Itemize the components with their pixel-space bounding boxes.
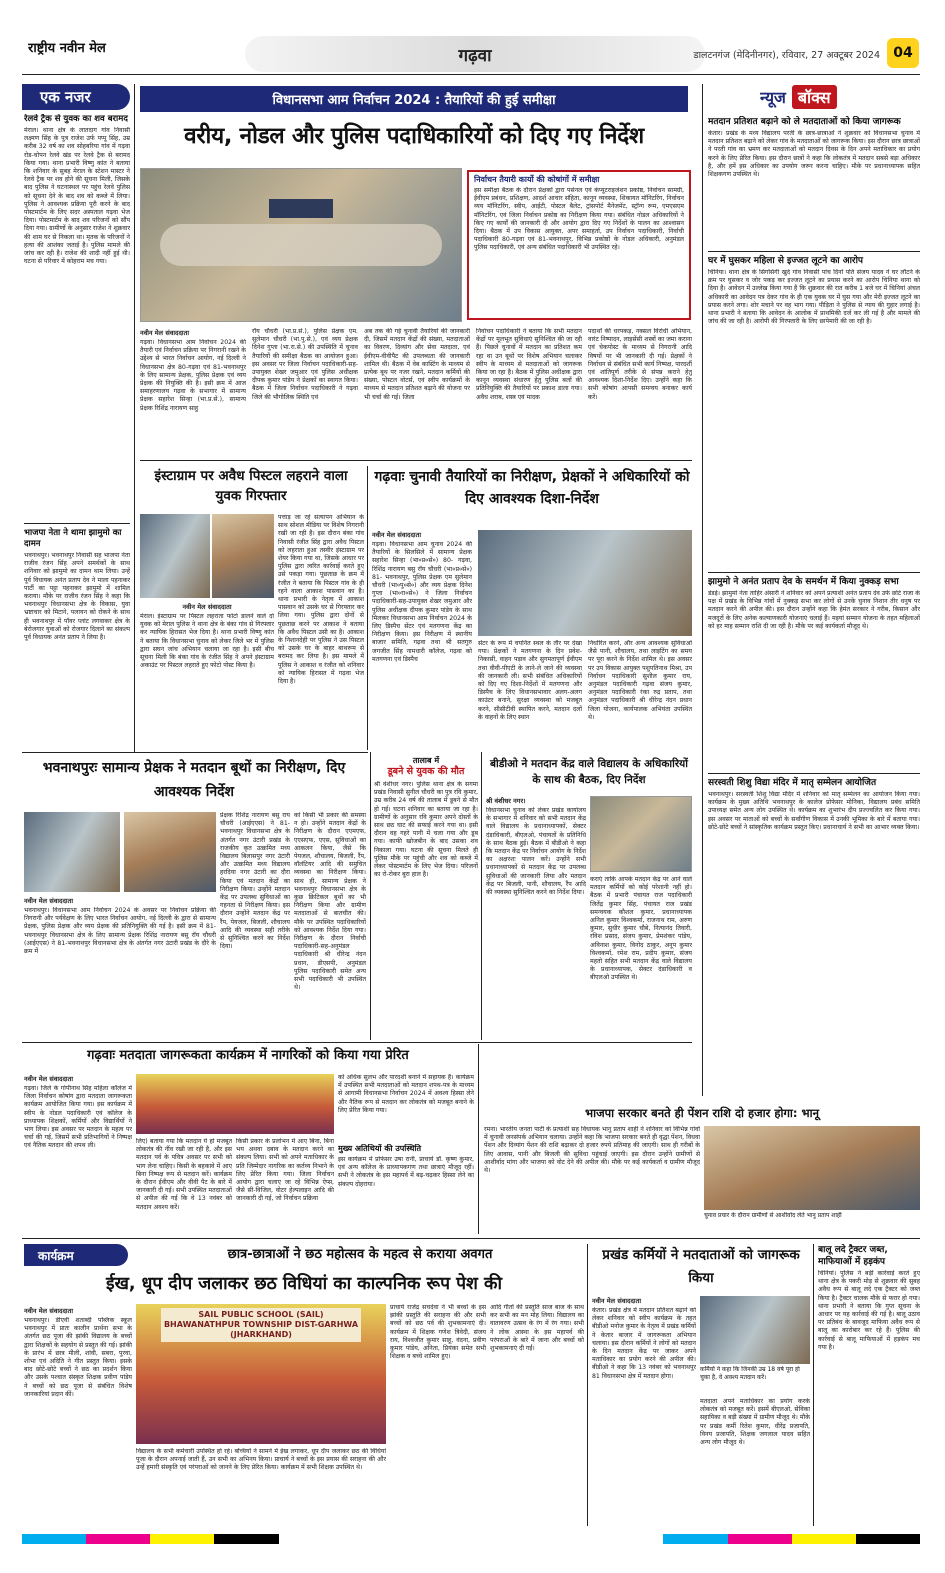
balu-head: बालू लदे ट्रैक्टर जब्त, माफियाओं में हड़कंप — [818, 1245, 888, 1267]
chunavi-byline: नवीन मेल संवाददाता — [372, 531, 421, 539]
jagrukta-byline: नवीन मेल संवाददाता — [24, 1075, 73, 1083]
karmi-col-1: केतार। प्रखंड क्षेत्र में मतदान प्रतिशत बढ़ाने को लेकर शनिवार को स्वीप कार्यक्रम के तहत बीडीओ मनोज कुमार के नेतृत्व में प्रखंड कर्मियों ने केतार बाजार में जागरूकता अभियान चलाया। इस दौरान कर्मियों ने लोगों को मतदान के दिन मतदान केंद्र पर जाकर अपने मताधिकार का प्रयोग करने की अपील की। बीडीओ ने कहा कि 13 नवंबर को भवनाथपुर 81 विधानसभा क्षेत्र में मतदान होगा। — [592, 1307, 696, 1380]
jagrukta-col-4: को अधिक सुलभ और पारदर्शी बनाने में सहायक हैं। कार्यक्रम में उपस्थित सभी मतदाताओं को मतदान शपथ-पत्र के माध्यम से आगामी विधानसभा निर्वाचन 2024 में अवश्य हिस्सा लेने और नैतिक रूप से मतदान कर लोकतंत्र को मजबूत बनाने के लिए प्रेरित किया गया। — [338, 1074, 474, 1114]
bhav-col-2: प्रेक्षक रिशिंद्र नारायण बसु राय चौधरी (आईएएस) ने 81-भवनाथपुर विधानसभा क्षेत्र के अंतर्गत नगर उंटारी प्रखंड के राजकीय कृत उत्क्रमित मध्य विद्यालय बिलासपुर नगर उंटारी और उत्क्रमित मध्य विद्यालय हरदिया नगर उंटारी का दौरा किया एवं मतदान केंद्रों का निरीक्षण किया। उन्होंने मतदान केंद्र पर उपलब्ध सुविधाओं का गहनता से निरीक्षण किया। इस दौरान उन्होंने मतदान केंद्र पर रैंप, पेयजल, बिजली, शौचालय आदि की व्यवस्था सही तरीके से सुनिश्चित करने का निर्देश दिया। — [220, 812, 290, 951]
balu-story — [818, 1244, 920, 1526]
guests-head: मुख्य अतिथियों की उपस्थिति — [338, 1144, 422, 1153]
lead-byline: नवीन मेल संवाददाता — [140, 329, 189, 337]
pension-headline: भाजपा सरकार बनते ही पेंशन राशि दो हजार होगा: भानू — [585, 1106, 819, 1120]
paper-logo: राष्ट्रीय नवीन मेल — [28, 41, 106, 56]
event-kicker — [24, 1244, 128, 1266]
jagrukta-headline: गढ़वाः मतदाता जागरूकता कार्यक्रम में नागरिकों को किया गया प्रेरित — [87, 1048, 409, 1063]
right-story-3-text: डंडई। झामुमो नेता ताहिर अंसारी ने शनिवार को अपने प्रत्याशी अनंत प्रताप देव उर्फ छोटे राजा के पक्ष में प्रखंड के विभिन्न गांवों में नुक्कड़ सभा कर लोगों से उनके चुनाव निशान तीर धनुष पर मतदान करने की अपील की। इस दौरान उन्होंने कहा कि हेमंत सरकार ने गरीब, किसान और मजदूरों के लिए अनेक कल्याणकारी योजनाएं चलाई हैं। मइयां सम्मान योजना के तहत महिलाओं को हर माह सम्मान राशि दी जा रही है। मौके पर कई कार्यकर्ता मौजूद थे। — [708, 590, 920, 630]
bhav-text-1 — [24, 896, 216, 1040]
news-box-label — [760, 84, 910, 110]
lead-col-1: गढ़वा। विधानसभा आम निर्वाचन 2024 की तैयारी एवं निर्वाचन प्रक्रिया पर निगरानी रखने के उद्देश्य से भारत निर्वाचन आयोग, नई दिल्ली ने विधानसभा क्षेत्र 80-गढ़वा एवं 81-भवनाथपुर के लिए सामान्य प्रेक्षक, पुलिस प्रेक्षक एवं व्यय प्रेक्षक की नियुक्ति की है। इसी क्रम में आज समाहरणालय गढ़वा के सभागार में सामान्य प्रेक्षक सहारेश सिन्हा (भा.प्र.से.), सामान्य प्रेक्षक रिशिंद्र नारायण साहु — [140, 339, 246, 412]
talab-story — [374, 756, 478, 1040]
chhath-col-4: आदि गीतों की प्रस्तुति साज बाज के साथ कर सभी का मन मोह लिया। विद्यालय का वातावरण उत्सव के रंग में रंग गया। सभी ने लोक आस्था के इस महापर्व की परंपराओं के बारे में जाना और बच्चों को शुभकामनाएं दी गईं। — [490, 1304, 584, 1353]
chhath-headline-2: ईख, धूप दीप जलाकर छठ विधियां का काल्पनिक रूप पेश की — [105, 1274, 503, 1294]
section-title: गढ़वा — [458, 45, 492, 66]
jagrukta-col-2: लिए) बताया गया कि मतदान ये हो मजबूत लोकतंत्र की नींव रखी जा रही है, और इस मतदान पर्व के पवित्र अवसर पर सभी को भाग लेना चाहिए। किसी के बहकावे में आए बिना निष्पक्ष रूप से मतदान करें। कार्यक्रम के दौरान ईवीएम और वीवी पैट के बारे में जानकारी दी गई। सभी उपस्थित मतदाताओं से अपील की गई कि वे 13 नवंबर को मतदान अवश्य करें। — [136, 1138, 232, 1211]
school-photo — [136, 1304, 386, 1444]
right-column — [708, 116, 920, 1096]
meeting-photo — [140, 168, 462, 322]
karmi-text-1 — [592, 1296, 696, 1524]
bhav-byline: नवीन मेल संवाददाता — [24, 897, 73, 905]
insta-headline: इंस्टाग्राम पर अवैध पिस्टल लहराने वाला युवक गिरफ्तार — [154, 468, 348, 504]
chunavi-col-2: सेंटर के रूप में चयनित स्थल के तौर पर देखा गया। प्रेक्षकों ने मतगणना के दिन प्रवेश-निकासी, वाहन पड़ाव और सुगमतापूर्ण ईवीएम तथा वीवी-पीएटी के लाने-ले जाने की व्यवस्था की जानकारी ली। सभी संबंधित अधिकारियों को दिए गए दिशा-निर्देशों में मतगणना और डिस्पैच के लिए विधानसभावार अलग-अलग काउंटर बनाने, सुरक्षा व्यवस्था को मजबूत करने, सीसीटीवी स्थापित करने, मतदान दलों के वाहनों के लिए स्थान — [478, 640, 582, 721]
news-label-b: बॉक्स — [792, 85, 837, 109]
section-title-plate — [245, 36, 705, 72]
accused-photo-2 — [212, 514, 274, 598]
talab-headline: डूबने से युवक की मौत — [387, 766, 465, 777]
right-story-1-head: मतदान प्रतिशत बढ़ाने को ले मतदाताओं को किया जागरूक — [708, 117, 901, 127]
dateline: डालटनगंज (मेदिनीनगर), रविवार, 27 अक्टूबर 2024 — [693, 50, 880, 61]
registration-bar — [22, 1534, 920, 1544]
bhav-col-3: को किसी भी प्रकार की समस्या न हो। उन्होंने मतदान केंद्रों के निरीक्षण के दौरान एएमएफ, एएसएफ, एएस, सुविधाओं का आकलन किया, जैसे कि पेयजल, शौचालय, बिजली, रैंप, वॉलंटियर आदि की समुचित व्यवस्था का निरीक्षण किया। साथ ही, सामान्य प्रेक्षक ने भवनाथपुर विधानसभा क्षेत्र के कुछ क्रिटिकल बूथों का भी निरीक्षण किया और ग्रामीण मतदाताओं से बातचीत की। मौके पर उपस्थित पदाधिकारियों को आवश्यक निर्देश दिया गया। निरीक्षण के दौरान निर्वाची पदाधिकारी-सह-अनुमंडल पदाधिकारी श्री धीरेन्द्र नंदन प्रधान, डीएसपी, अनुमंडल पुलिस पदाधिकारी समेत अन्य सभी पदाधिकारी भी उपस्थित थे। — [294, 812, 366, 992]
chunavi-col-3: निर्धारित करने, और अन्य आवश्यक सुविधाओं जैसे पानी, शौचालय, तथा लाइटिंग का समय पर पूरा करने के निर्देश शामिल थे। इस अवसर पर उप विकास आयुक्त पशुपतिनाथ मिश्रा, उप निर्वाचन पदाधिकारी सुशील कुमार राय, अनुमंडल पदाधिकारी गढ़वा संजय कुमार, अनुमंडल पदाधिकारी रंका रुद्र प्रताप, तथा अनुमंडल पदाधिकारी श्री धीरेन्द्र नंदन प्रधान जिला योजना, कार्यपालक अभियंता उपस्थित थे। — [588, 640, 692, 721]
bdo-headline: बीडीओ ने मतदान केंद्र वाले विद्यालय के अधिकारियों के साथ की बैठक, दिए निर्देश — [490, 758, 688, 786]
balu-text: चिनियां। पुलिस ने बड़ी कार्रवाई करते हुए थाना क्षेत्र के पकरी मोड़ से शुक्रवार की सुबह अवैध रूप से बालू लदे एक ट्रैक्टर को जब्त किया है। ट्रैक्टर चालक मौके से फरार हो गया। थाना प्रभारी ने बताया कि गुप्त सूचना के आधार पर यह कार्रवाई की गई है। बालू उठाव पर प्रतिबंध के बावजूद माफिया अवैध रूप से बालू का कारोबार कर रहे हैं। पुलिस की कार्रवाई से बालू माफियाओं में हड़कंप मच गया है। — [818, 1270, 920, 1351]
guests-text: इस कार्यक्रम में प्रोफेसर उषा रानी, प्राचार्य डॉ. कृष्ण कुमार, एवं अन्य कॉलेज के प्राध्यापकगण तथा छात्राएं मौजूद रहीं। सभी ने लोकतंत्र के इस महापर्व में बढ़-चढ़कर हिस्सा लेने का संकल्प दोहराया। — [338, 1156, 474, 1188]
campaign-photo — [704, 1126, 920, 1210]
karmi-photo — [700, 1296, 810, 1364]
lead-col-4: निर्वाचन पदाधिकारी ने बताया कि सभी मतदान केंद्रों पर मूलभूत सुविधाएं सुनिश्चित की जा रही हैं। पिछले चुनावों में मतदान का प्रतिशत कम रहा था उन बूथों पर विशेष अभियान चलाकर स्वीप के माध्यम से मतदाताओं को जागरूक किया जा रहा है। बैठक में पुलिस अधीक्षक द्वारा कानून व्यवस्था संधारण हेतु पुलिस बलों की प्रतिनियुक्ति की तैयारियों पर प्रकाश डाला गया। अवैध शराब, शस्त्र एवं मादक — [476, 328, 582, 401]
chhath-text-1 — [24, 1306, 132, 1524]
jagrukta-text-1 — [24, 1074, 132, 1234]
jagrukta-col-3: किसी प्रकार के प्रलोभन में आए बिना, बिना भय अथवा दबाव के मतदान करने का संकल्प लिया। सभी को अपने मताधिकार के प्रति जिम्मेदार नागरिक का कर्तव्य निभाने के लिए प्रेरित किया गया। जिला निर्वाचन आयोग द्वारा चलाए जा रहे विभिन्न ऐप्स, जैसे सी-विजिल, वोटर हेल्पलाइन आदि की जानकारी दी गई, जो निर्वाचन प्रक्रिया — [236, 1138, 334, 1203]
lead-col-5: पदार्थों की धरपकड़, नक्सल विरोधी अभियान, वारंट निष्पादन, लाइसेंसी शस्त्रों का जमा कराना एवं चेकपोस्ट के माध्यम से निगरानी आदि विषयों पर भी जानकारी दी गई। प्रेक्षकों ने निर्वाचन से संबंधित सभी कार्य निष्पक्ष, पारदर्शी एवं शांतिपूर्ण तरीके से संपन्न कराने हेतु आवश्यक दिशा-निर्देश दिए। उन्होंने कहा कि सभी कोषांग आपसी समन्वय बनाकर कार्य करें। — [588, 328, 692, 401]
left-story-2-head: भाजपा नेता ने थामा झामुमो का दामन — [24, 528, 122, 549]
insta-text-2: पत्ताड़ जा रहे सत्यापन अभियान के साथ सोशल मीडिया पर विशेष निगरानी रखी जा रही है। इस दौरान बंका गांव निवासी रंजीत सिंह द्वारा अवैध पिस्टल को लहराता हुआ तस्वीर इंस्टाग्राम पर शेयर किया गया था, जिसके आधार पर पुलिस द्वारा त्वरित कार्रवाई करते हुए उसे पकड़ा गया। पूछताछ के क्रम में रंजीत ने बताया कि पिस्टल गांव के ही रहने वाला आकाश पासवान का है। थाना प्रभारी के नेतृत्व में आकाश पासवान को उसके घर से गिरफ्तार कर लिया गया। पुलिस द्वारा दोनों से पूछताछ करने पर आकाश ने बताया कि अवैध पिस्टल उसी का है। आकाश के निशानदेही पर पुलिस ने उस पिस्टल को उसके घर के बाहर बाथरूम से बरामद कर लिया है। इस मामले में पुलिस ने आकाश व रंजीत को शनिवार को न्यायिक हिरासत में गढ़वा भेज दिया है। — [278, 514, 364, 686]
chhath-byline: नवीन मेल संवाददाता — [24, 1307, 73, 1315]
lead-headline: वरीय, नोडल और पुलिस पदाधिकारियों को दिए गए निर्देश — [184, 123, 644, 149]
awareness-photo — [136, 1074, 334, 1134]
left-story-2-text: भवनाथपुर। भवनाथपुर निवासी सह भाजपा नेता राजीव रंजन सिंह अपने समर्थकों के साथ शनिवार को झामुमो का दामन थाम लिया। उन्हें पूर्व विधायक अनंत प्रताप देव ने माला पहनाकर पार्टी का पट्टा पहनाकर झामुमो में शामिल कराया। मौके पर राजीव रंजन सिंह ने कहा कि भवनाथपुर विधानसभा क्षेत्र के विकास, युवा भ्रष्टाचार को मिटाने, पलायन को रोकने के साथ ही भवनाथपुर में पॉवर प्लांट लगवाकर क्षेत्र के बेरोजगार युवाओं को रोजगार दिलाने का संकल्प पूर्व विधायक अनंत प्रताप ने लिया है। — [24, 552, 130, 642]
bhavnathpur-headline: भवनाथपुरः सामान्य प्रेक्षक ने मतदान बूथों का निरीक्षण, दिए आवश्यक निर्देश — [42, 760, 346, 800]
karmi-caption: कर्मियों ने कहा कि जिनकी उम्र 18 वर्ष पूरा हो चुका है, वे अवश्य मतदान करें। — [700, 1366, 800, 1381]
bdo-col-1: विधानसभा चुनाव को लेकर प्रखंड कार्यालय के सभागार में शनिवार को सभी मतदान केंद्र वाले विद्यालय के प्रधानाध्यापकों, सेक्टर दंडाधिकारी, बीएलओ, पंचायतों के प्रतिनिधि के साथ बैठक हुई। बैठक में बीडीओ ने कहा कि मतदान केंद्र पर निर्वाचन आयोग के निर्देश का अक्षरशः पालन करें। उन्होंने सभी प्रधानाध्यापकों से मतदान केंद्र पर उपलब्ध सुविधाओं की जानकारी लिया और मतदान केंद्र पर बिजली, पानी, शौचालय, रैंप आदि की व्यवस्था सुनिश्चित करने का निर्देश दिया। — [486, 807, 586, 897]
karmi-byline: नवीन मेल संवाददाता — [592, 1297, 641, 1305]
bdo-col-2: कराएं ताकि आपके मतदान केंद्र पर आने वाले मतदान कर्मियों को कोई परेशानी नहीं हो। बैठक में प्रभारी पंचायत राज पदाधिकारी जितेंद्र कुमार सिंह, पंचायत राज प्रखंड समन्वयक कौशल कुमार, प्रधानाध्यापक अनिल कुमार विश्वकर्मा, राजनाथ राम, अरुण कुमार, सुधीर कुमार चौबे, नित्यानंद तिवारी, रविश प्रसाद, संजय कुमार, प्रेमशंकर पांडेय, अविनाश कुमार, विनोद ठाकुर, अनूप कुमार विश्वकर्मा, रमेश राम, प्रदीप कुमार, संजय महतो सहित सभी मतदान केंद्र वाले विद्यालय के प्रधानाध्यापक, सेक्टर दंडाधिकारी व बीएलओ उपस्थित थे। — [590, 876, 692, 982]
bdo-meeting-photo — [590, 796, 692, 872]
chhath-col-1: भवनाथपुर। डीएवी शताब्दी पब्लिक स्कूल भवनाथपुर में प्रातः कालीन प्रार्थना सभा के अंतर्गत छठ पूजा की झांकी विद्यालय के बच्चों द्वारा शिक्षकों के सहयोग से प्रस्तुत की गई। झांकी के प्रारंभ में छात्र मीली, शांवी, सबरा, पुरवा, शोभा एवं अदिति ने गीत प्रस्तुत किया। इसके बाद छोटे-छोटे बच्चों ने छठ का प्रदर्शन किया और उसके पश्चात संस्कृत शिक्षक प्रवीण पांडेय ने बच्चों को छठ पूजा से संबंधित विशेष जानकारियां प्रदान कीं। — [24, 1317, 132, 1398]
pension-text: रमना। भारतीय जनता पार्टी के प्रत्याशी सह विधायक भानु प्रताप शाही ने शनिवार को विभिन्न गांवों में चुनावी जनसंपर्क अभियान चलाया। उन्होंने कहा कि भाजपा सरकार बनते ही वृद्धा पेंशन, विधवा पेंशन और दिव्यांग पेंशन की राशि बढ़ाकर दो हजार रुपये प्रतिमाह की जाएगी। साथ ही गरीबों के लिए आवास, पानी और बिजली की सुविधा पहुंचाई जाएगी। इस दौरान उन्होंने ग्रामीणों से आशीर्वाद मांगा और भाजपा को वोट देने की अपील की। मौके पर कई कार्यकर्ता व ग्रामीण मौजूद थे। — [484, 1126, 700, 1175]
booth-photo-1 — [24, 812, 120, 892]
event-kicker-text: कार्यक्रम — [38, 1248, 74, 1263]
masthead — [0, 0, 945, 80]
bdo-byline: श्री वंशीधर नगर। — [486, 797, 526, 805]
left-story-1-text: मेराल। थाना क्षेत्र के लातदाग गांव निवासी लक्ष्मण सिंह के पुत्र राजेश उर्फ पप्पू सिंह, उम्र करीब 32 वर्ष का शव सोहबरिया गांव में गढ़वा रोड-चोपन रेलवे खंड पर रेलवे ट्रैक से बरामद किया गया। थाना प्रभारी विष्णु कांत ने बताया कि शनिवार के सुबह मेराल के स्टेशन मास्टर ने रेलवे ट्रैक पर शव होने की सूचना मिली, जिसके बाद पुलिस ने घटनास्थल पर पहुंच रेलवे पुलिस को सूचना देने के बाद शव को कब्जे में लिया। पुलिस ने आवश्यक प्रक्रिया पूरी करने के बाद पोस्टमार्टम के लिए सदर अस्पताल गढ़वा भेज दिया। पोस्टमार्टम के बाद शव परिजनों को सौंप दिया गया। ग्रामीणों के अनुसार राजेश ने शुक्रवार की शाम घर से निकला था। मृतक के परिजनों ने हत्या की आशंका जताई है। पुलिस मामले की जांच कर रही है। राजेश की शादी नहीं हुई थी। घटना से परिवार में कोहराम मच गया। — [24, 127, 130, 266]
chhath-headline-1: छात्र-छात्राओं ने छठ महोत्सव के महत्व से कराया अवगत — [227, 1247, 493, 1262]
left-column-label — [22, 84, 130, 110]
right-story-4-head: सरस्वती शिशु विद्या मंदिर में मातृ सम्मेलन आयोजित — [708, 778, 877, 788]
chhath-col-3: प्राचार्य राजेंद्र सचदेवा ने भी बच्चों के इस झांकी प्रस्तुति की सराहना की और सभी बच्चों को छठ पर्व की शुभकामनाएं दी। कार्यक्रम में शिक्षक गणेश त्रिवेदी, संजय राय, विश्वजीत कुमार साहू, वंदना, प्रवीण कुमार पांडेय, अनिता, प्रियंका समेत सभी शिक्षक व बच्चे शामिल हुए। — [390, 1304, 486, 1361]
inspection-photo — [478, 530, 692, 636]
karmi-col-2: मतदाता अपने मताधिकार का प्रयोग करके लोकतंत्र को मजबूत करें। इसमें बीएलओ, सेविका सहायिका व बड़ी संख्या में ग्रामीण मौजूद थे। मौके पर प्रखंड कर्मी रितेश कुमार, धीरेंद्र प्रजापति, विनय प्रजापति, शिक्षक जगलाल यादव सहित अन्य लोग मौजूद थे। — [700, 1398, 810, 1447]
right-story-2-text: चिनिया। थाना क्षेत्र के सिगसिगी खुर्द गांव निवासी पांच दिनों पति संजय यादव ने घर लौटने के क्रम पर घुसकर व जोर पकड़ कर इज्जत लूटने का प्रयास करने का आरोप चिनिया थाना को दिया है। आवेदन में उल्लेख किया गया है कि शुक्रवार की रात करीब 1 बजे घर में चिनियां अंचल अधिकारी का आवेदन पत्र देकर गांव के ही एक युवक घर में घुस गया और मेरी इज्जत लूटने का प्रयास करने लगा। शोर मचाने पर वह भाग गया। पीड़िता ने पुलिस से न्याय की गुहार लगाई है। थाना प्रभारी ने बताया कि आवेदन के आलोक में प्राथमिकी दर्ज कर ली गई है और मामले की जांच की जा रही है। आरोपी की गिरफ्तारी के लिए छापेमारी की जा रही है। — [708, 269, 920, 326]
bdo-text-1 — [486, 796, 586, 1040]
lead-col-2: रॉय चौधरी (भा.प्र.से.), पुलिस प्रेक्षक एम. सुलेमान चौधरी (भा.पु.से.), एवं व्यय प्रेक्षक दिनेश गुप्ता (भा.रा.से.) की उपस्थिति में चुनाव तैयारियों की समीक्षा बैठक का आयोजन हुआ। इस अवसर पर जिला निर्वाचन पदाधिकारी-सह-उपायुक्त शेखर जमुआर एवं पुलिस अधीक्षक दीपक कुमार पांडेय ने प्रेक्षकों का स्वागत किया। बैठक में जिला निर्वाचन पदाधिकारी ने गढ़वा जिले की भौगोलिक स्थिति एवं — [252, 328, 358, 401]
news-label-a: न्यूज — [760, 88, 786, 107]
insta-byline: नवीन मेल संवाददाता — [182, 603, 232, 611]
banner-text: विधानसभा आम निर्वाचन 2024 : तैयारियों की हुई समीक्षा — [272, 93, 556, 108]
left-label-text: एक नजर — [40, 88, 91, 106]
chunavi-text-1 — [372, 530, 472, 750]
chunavi-col-1: गढ़वा। विधानसभा आम चुनाव 2024 की तैयारियों के सिलसिले में सामान्य प्रेक्षक सहारेश सिन्हा (भा०प्र०से०) 80- गढ़वा, रिशिंद्र नारायण बसु रॉय चौधरी (भा०प्र०से०) 81- भवनाथपुर, पुलिस प्रेक्षक एम सुलेमान चौधरी (भा०पु०से०) और व्यय प्रेक्षक दिनेश गुप्ता (भा०रा०से०) ने जिला निर्वाचन पदाधिकारी-सह-उपायुक्त शेखर जमुआर और पुलिस अधीक्षक दीपक कुमार पांडेय के साथ मिलकर विधानसभा आम निर्वाचन 2024 के लिए डिस्पैच सेंटर एवं मतगणना केंद्र का निरीक्षण किया। इस निरीक्षण में स्थानीय बाजार समिति, गढ़वा तथा श्री सतगुरु जगजीत सिंह नामधारी कॉलेज, गढ़वा को मतगणना एवं डिस्पैच — [372, 541, 472, 663]
right-story-2-head: घर में घुसकर महिला से इज्जत लूटने का आरोप — [708, 256, 864, 266]
right-story-4-text: भवनाथपुर। सरस्वती शिशु विद्या मंदिर में शनिवार को मातृ सम्मेलन का आयोजन किया गया। कार्यक्रम के मुख्य अतिथि भवनाथपुर के कालेज प्रोफेसर मोनिका, विद्यालय प्रबंध समिति उपाध्यक्ष समेत अन्य लोग उपस्थित थे। कार्यक्रम का शुभारंभ दीप प्रज्ज्वलित कर किया गया। इस अवसर पर माताओं को बच्चों के सर्वांगीण विकास में उनकी भूमिका के बारे में बताया गया। छोटे-छोटे बच्चों ने सांस्कृतिक कार्यक्रम प्रस्तुत किए। प्रधानाचार्य ने सभी का आभार व्यक्त किया। — [708, 791, 920, 831]
review-box-text: इस समीक्षा बैठक के दौरान प्रेक्षकों द्वारा पर्सनल एवं कंप्यूटराइजेशन प्रकोष्ठ, निर्वाचन सामग्री, ईवीएम प्रबंधन, प्रशिक्षण, आदर्श आचार संहिता, कानून व्यवस्था, शिकायत मॉनिटरिंग, निर्वाचन व्यय मॉनिटरिंग, स्वीप, आईटी, पोस्टल बैलेट, ट्रांसपोर्ट मैनेजमेंट, स्ट्रॉन्ग रूम, एमएसएम मॉनिटरिंग, एवं जिला निर्वाचन प्रकोष्ठ का निरीक्षण किया गया। संबंधित नोडल अधिकारियों ने किए गए कार्यों की जानकारी दी और आयोग द्वारा दिए गए निर्देशों के पालन का आश्वासन दिया। बैठक में उप विकास आयुक्त, अपर समाहर्ता, उप निर्वाचन पदाधिकारी, निर्वाची पदाधिकारी 80-गढ़वा एवं 81-भवनाथपुर, विभिन्न प्रकोष्ठों के नोडल अधिकारी, अनुमंडल पुलिस पदाधिकारी, एवं अन्य संबंधित पदाधिकारी भी उपस्थित रहे। — [474, 187, 684, 252]
right-story-1-text: केतार। प्रखंड के मध्य विद्यालय परती के छात्र-छात्राओं ने शुक्रवार को विधानसभा चुनाव में मतदान प्रतिशत बढ़ाने को लेकर गांव के मतदाताओं को जागरूक किया। इस दौरान छात्र छात्राओं ने परती गांव का भ्रमण कर मतदाताओं को मतदान दिवस के दिन अपने मताधिकार का प्रयोग करने के लिए प्रेरित किया। इस दौरान छात्रों ने कहा कि लोकतंत्र में मतदान सबसे बड़ा अधिकार है, और हमें इस अधिकार का उपयोग जरूर करना चाहिए। मौके पर प्रधानाध्यापक सहित शिक्षकगण उपस्थित थे। — [708, 130, 920, 179]
chhath-col-2: विद्यालय के सभी कर्मचारी उपस्थित हो रहे। बच्चियों ने सामने में ईख लगाकर, धूप दीप जलाकर छठ की विधियां पूजा के दौरान अपनाई जाती हैं, उन सभी का अभिनय किया। प्राचार्य ने बच्चों के इस प्रयास की सराहना की और उन्हें हमारी संस्कृति एवं परंपराओं को जानने के लिए प्रेरित किया। कार्यक्रम में सभी शिक्षक उपस्थित थे। — [136, 1448, 386, 1472]
karmi-headline: प्रखंड कर्मियों ने मतदाताओं को जागरूक किया — [602, 1247, 800, 1286]
page-number: 04 — [887, 38, 919, 68]
review-box-title: निर्वाचन तैयारी कार्यो की कोषांगों में समीक्षा — [474, 175, 600, 184]
booth-photo-2 — [124, 812, 216, 892]
left-column — [24, 114, 130, 749]
election-banner — [140, 86, 688, 112]
left-story-1-head: रेलवे ट्रैक से युवक का शव बरामद — [24, 114, 128, 124]
insta-text-1 — [140, 602, 274, 750]
talab-kicker: तालाब में — [412, 756, 440, 765]
lead-col-3: अब तक की गई चुनावी तैयारियों की जानकारी दी, जिसमें मतदान केंद्रों की संख्या, मतदाताओं का विवरण, दिव्यांग और सेवा मतदाता, एवं ईवीएम-वीवीपैट की उपलब्धता की जानकारी शामिल थी। बैठक में वेब कास्टिंग के माध्यम से प्रत्येक बूथ पर नजर रखने, मतदान कर्मियों की संख्या, पोस्टल वोटर्स, एवं स्वीप कार्यक्रमों के माध्यम से मतदान प्रतिशत बढ़ाने की योजना पर भी चर्चा की गई। जिला — [364, 328, 470, 401]
right-story-3-head: झामुमो ने अनंत प्रताप देव के समर्थन में किया नुक्कड़ सभा — [708, 577, 899, 587]
chunavi-headline: गढ़वाः चुनावी तैयारियों का निरीक्षण, प्रेक्षकों ने अधिकारियों को दिए आवश्यक दिशा-निर्देश — [374, 469, 690, 507]
campaign-caption: चुनाव प्रचार के दौरान ग्रामीणों से आशीर्वाद लेते भानु प्रताप शाही — [704, 1212, 842, 1219]
talab-text: श्री वंशीधर नगर। पुलिस थाना क्षेत्र के सगमा प्रखंड निवासी सुनील चौधरी का पुत्र रवि कुमार, उम्र करीब 24 वर्ष की तालाब में डूबने से मौत हो गई। घटना शनिवार का बताया जा रहा है। ग्रामीणों के अनुसार रवि कुमार अपने दोस्तों के साथ छठ घाट की सफाई करने गया था। इसी दौरान वह गहरे पानी में चला गया और डूब गया। काफी खोजबीन के बाद उसका शव निकाला गया। घटना की सूचना मिलते ही पुलिस मौके पर पहुंची और शव को कब्जे में लेकर पोस्टमार्टम के लिए भेज दिया। परिजनों का रो-रोकर बुरा हाल है। — [374, 781, 478, 879]
lead-body — [140, 328, 692, 456]
guests-box — [338, 1144, 474, 1234]
accused-photo-1 — [140, 514, 210, 598]
review-box — [467, 170, 691, 320]
school-banner: SAIL PUBLIC SCHOOL (SAIL) BHAWANATHPUR TOWNSHIP DIST-GARHWA (JHARKHAND) — [161, 1308, 361, 1342]
jagrukta-col-1: गढ़वा। जिले के गोपीनाथ सिंह महिला कॉलेज में जिला निर्वाचन कोषांग द्वारा मतदाता जागरूकता कार्यक्रम आयोजित किया गया। इस कार्यक्रम में स्वीप के नोडल पदाधिकारी एवं कॉलेज के प्राध्यापक शिक्षकों, कर्मियों और विद्यार्थियों ने भाग लिया। इस अवसर पर मतदान के महत्व पर चर्चा की गई, जिसमें सभी प्रतिभागियों ने निष्पक्ष एवं नैतिक मतदान की शपथ ली। — [24, 1085, 132, 1150]
bhav-col-1: भवनाथपुर। विधानसभा आम निर्वाचन 2024 के अवसर पर निर्वाचन प्रक्रिया की निगरानी और पर्यवेक्षण के लिए भारत निर्वाचन आयोग, नई दिल्ली के द्वारा से सामान्य प्रेक्षक, पुलिस प्रेक्षक और व्यय प्रेक्षक की प्रतिनियुक्ति की गई है। इसी क्रम में 81-भवनाथपुर विधानसभा क्षेत्र के लिए सामान्य प्रेक्षक रिशिंद्र नारायण बसु रॉय चौधरी (आईएएस) ने 81-भवनाथपुर विधानसभा क्षेत्र के अंतर्गत नगर उंटारी प्रखंड के दौरे के क्रम में — [24, 907, 216, 956]
insta-col-1: मेराल। इंस्टाग्राम पर पिस्टल लहराता फोटो डालने वाले दो युवक को मेराल पुलिस ने थाना क्षेत्र के बंका गांव से गिरफ्तार कर न्यायिक हिरासत भेज दिया है। थाना प्रभारी विष्णु कांत ने बताया कि विधानसभा चुनाव को लेकर जिले भर में पुलिस द्वारा सघन जांच अभियान चलाया जा रहा है। इसी बीच सूचना मिली कि बंका गांव के रंजीत सिंह ने अपने इंस्टाग्राम अकाउंट पर पिस्टल लहराते हुए फोटो पोस्ट किया है। — [140, 613, 274, 670]
